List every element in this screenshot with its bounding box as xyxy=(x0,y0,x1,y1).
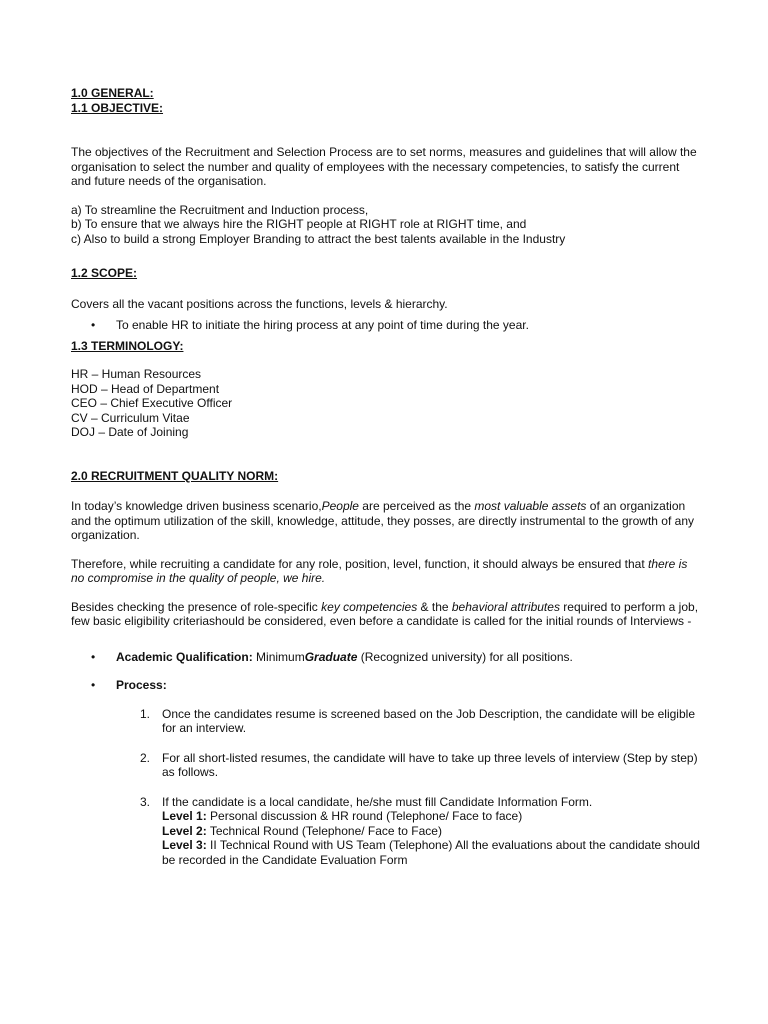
process-item xyxy=(71,678,701,693)
step-text: For all short-listed resumes, the candidate will have to take up three levels of interview (Step by step) as follows. xyxy=(162,750,698,779)
text-run: Minimum xyxy=(252,649,305,664)
level-label: Level 1: xyxy=(162,809,207,823)
term-item: HR – Human Resources xyxy=(71,367,202,381)
text-run: Process: xyxy=(116,678,167,692)
heading-scope: 1.2 SCOPE: xyxy=(71,266,138,280)
interview-level xyxy=(162,838,701,867)
process-steps xyxy=(71,707,701,868)
terminology-list xyxy=(71,367,701,440)
heading-objective: 1.1 OBJECTIVE: xyxy=(71,100,164,115)
term-item: CEO – Chief Executive Officer xyxy=(71,396,233,410)
level-text: Technical Round (Telephone/ Face to Face) xyxy=(206,823,442,838)
text-run: are perceived as the xyxy=(358,499,475,513)
step-text: If the candidate is a local candidate, he/she must fill Candidate Information Form. xyxy=(162,794,593,809)
text-run: of an organization and the optimum utilization of the skill, knowledge, attitude, they posses, are directly instrumental to the growth of any organization. xyxy=(71,499,694,542)
level-text: Personal discussion & HR round (Telephone/ Face to face) xyxy=(206,809,523,823)
text-run: behavioral attributes xyxy=(451,599,560,614)
text-run: Besides checking the presence of role-specific xyxy=(71,599,322,614)
level-label: Level 2: xyxy=(162,823,207,838)
level-label: Level 3: xyxy=(162,838,207,852)
text-run: there is no compromise in the quality of people, we hire. xyxy=(71,556,688,585)
process-step xyxy=(71,707,701,736)
eligibility-list xyxy=(71,650,701,693)
text-run: People xyxy=(321,499,359,513)
text-run: most valuable assets xyxy=(474,499,587,513)
term-item: DOJ – Date of Joining xyxy=(71,425,189,439)
norm-paragraph-1 xyxy=(71,499,701,543)
step-number: 3. xyxy=(140,794,151,809)
interview-level xyxy=(162,809,701,824)
text-run: key competencies xyxy=(321,599,418,614)
heading-terminology: 1.3 TERMINOLOGY: xyxy=(71,338,184,353)
objective-item-a: a) To streamline the Recruitment and Induction process, xyxy=(71,202,369,217)
text-run: & the xyxy=(417,599,452,614)
step-number: 1. xyxy=(140,706,151,721)
process-step xyxy=(71,751,701,780)
objective-item-c: c) Also to build a strong Employer Branding to attract the best talents available in the Industry xyxy=(71,231,566,246)
text-run: In today’s knowledge driven business scenario, xyxy=(71,499,322,513)
interview-level xyxy=(162,824,701,839)
document-page xyxy=(71,86,701,867)
text-run: Graduate xyxy=(304,649,358,664)
heading-recruitment-quality-norm: 2.0 RECRUITMENT QUALITY NORM: xyxy=(71,468,279,483)
step-text: Once the candidates resume is screened based on the Job Description, the candidate will be eligible for an interview. xyxy=(162,706,695,735)
objective-item-b: b) To ensure that we always hire the RIGHT people at RIGHT role at RIGHT time, and xyxy=(71,217,527,231)
text-run: Academic Qualification: xyxy=(116,649,253,664)
step-number: 2. xyxy=(140,750,151,765)
objective-paragraph: The objectives of the Recruitment and Selection Process are to set norms, measures and guidelines that will allow the organisation to select the number and quality of employees with the necessary competencies, to satisfy the current and future needs of the organisation. xyxy=(71,145,697,188)
term-item: CV – Curriculum Vitae xyxy=(71,410,190,425)
text-run: (Recognized university) for all positions. xyxy=(357,649,573,664)
level-text: II Technical Round with US Team (Telephone) All the evaluations about the candidate should be recorded in the Candidate Evaluation Form xyxy=(162,838,700,867)
term-item: HOD – Head of Department xyxy=(71,381,220,396)
scope-bullet-list xyxy=(71,318,701,333)
heading-general: 1.0 GENERAL: xyxy=(71,86,154,100)
norm-paragraph-3 xyxy=(71,600,701,629)
academic-qualification-item xyxy=(71,650,701,665)
process-step xyxy=(71,795,701,868)
norm-paragraph-2 xyxy=(71,557,701,586)
scope-bullet: • To enable HR to initiate the hiring process at any point of time during the year. xyxy=(71,318,701,333)
text-run: required to perform a job, few basic eligibility criteriashould be considered, even before a candidate is called for the initial rounds of Interviews - xyxy=(71,599,699,628)
scope-paragraph: Covers all the vacant positions across the functions, levels & hierarchy. xyxy=(71,296,448,311)
text-run: Therefore, while recruiting a candidate for any role, position, level, function, it should always be ensured that xyxy=(71,556,648,571)
